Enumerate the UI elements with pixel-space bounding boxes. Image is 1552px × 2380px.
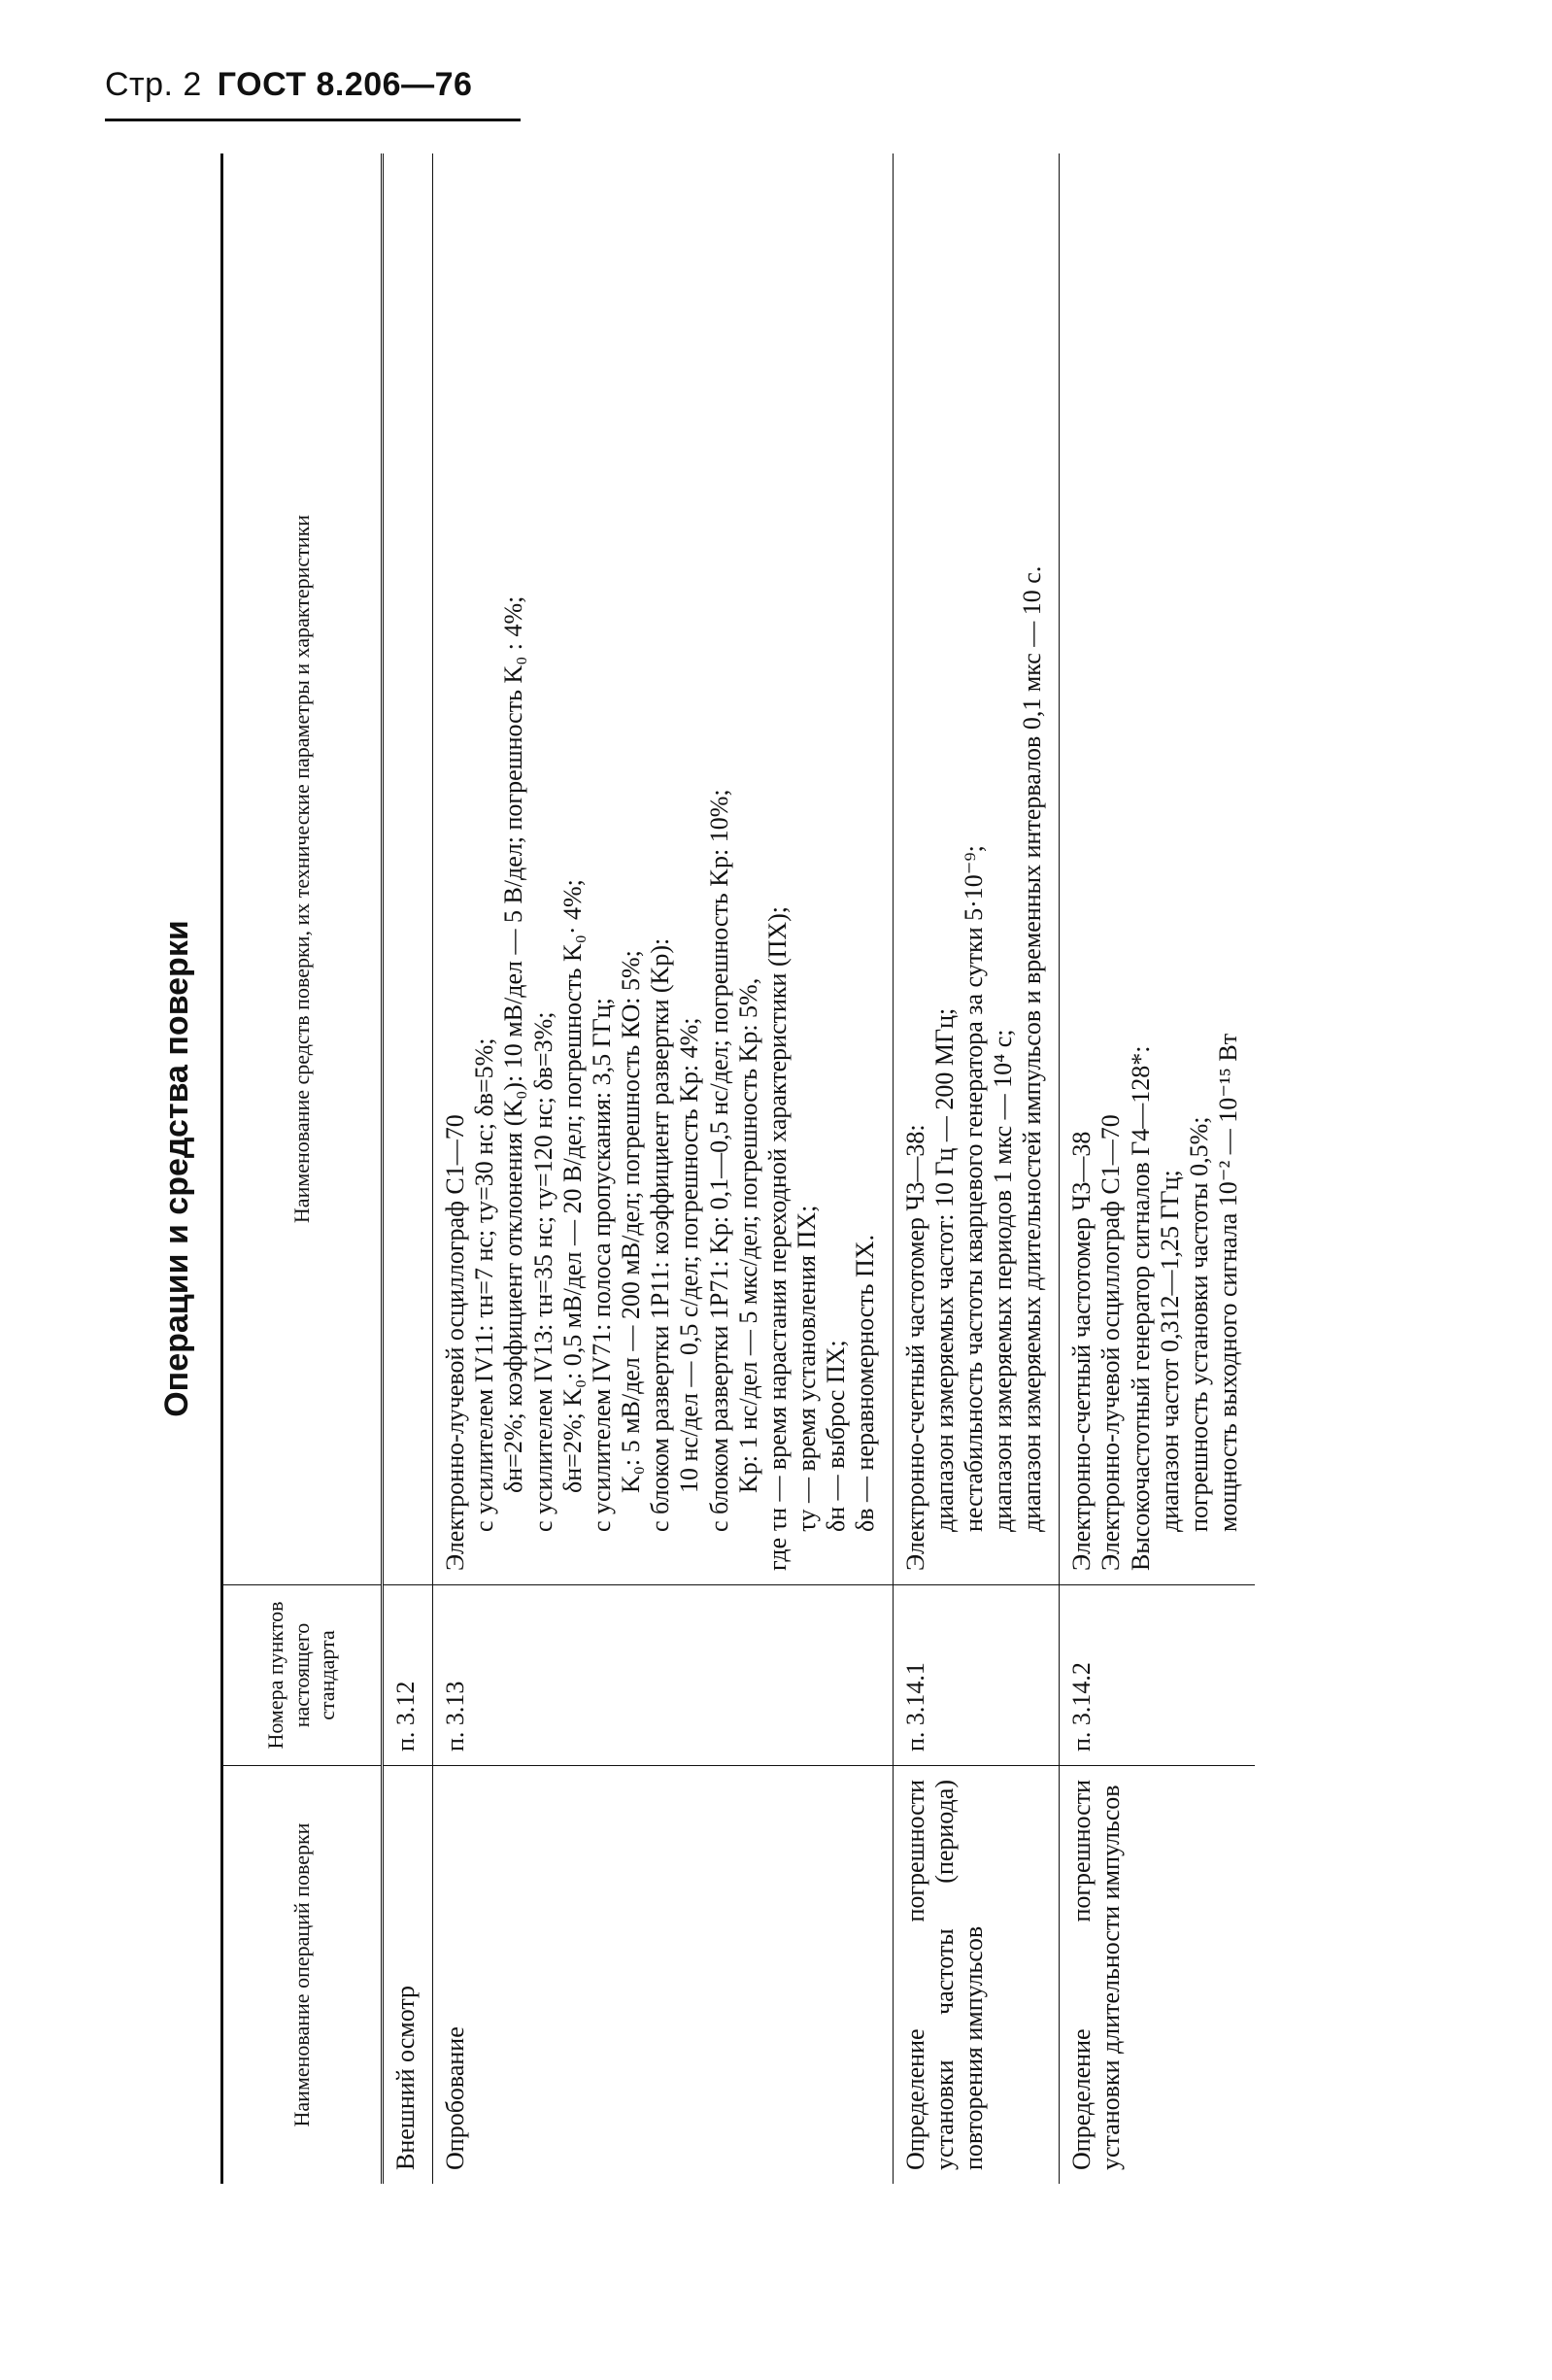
header-operation: Наименование операций поверки xyxy=(222,1766,383,2185)
means-line: δн=2%; K₀: 0,5 мВ/дел — 20 В/дел; погрешность K₀· 4%; xyxy=(557,879,587,1493)
header-means: Наименование средств поверки, их технические параметры и характеристики xyxy=(222,153,383,1585)
table-row xyxy=(383,153,433,2184)
means-line: Электронно-счетный частотомер Ч3—38: xyxy=(900,1124,929,1571)
means-line: K₀: 5 мВ/дел — 200 мВ/дел; погрешность КО: 5%; xyxy=(617,950,646,1493)
means-line: Электронно-лучевой осциллограф С1—70 xyxy=(441,1114,470,1571)
means-line: погрешность установки частоты 0,5%; xyxy=(1184,1116,1213,1532)
means-line: с блоком развертки 1Р71: Kр: 0,1—0,5 нс/дел; погрешность Kр: 10%; xyxy=(704,789,733,1532)
header-rule xyxy=(105,119,521,121)
header-points: Номера пунктов настоящего стандарта xyxy=(222,1585,383,1766)
means-line: диапазон измеряемых длительностей импульсов и временных интервалов 0,1 мкс — 10 с. xyxy=(1018,565,1047,1532)
rotated-table-area xyxy=(141,153,1243,2184)
operation-name: Внешний осмотр xyxy=(391,1985,420,2170)
table-row xyxy=(893,153,1060,2184)
table-row xyxy=(433,153,893,2184)
table-row xyxy=(1060,153,1255,2184)
means-cell xyxy=(1060,153,1255,1585)
point-number: п. 3.12 xyxy=(383,1585,433,1766)
table-header-row xyxy=(222,153,383,2184)
means-cell xyxy=(433,153,893,1585)
operation-name: Определение погрешности установки частоты (периода) повторения импульсов xyxy=(900,1780,988,2170)
verification-table xyxy=(220,153,1255,2184)
means-line: нестабильность частоты кварцевого генератора за сутки 5·10⁻⁹; xyxy=(959,845,988,1532)
table-title: Операции и средства поверки xyxy=(157,920,195,1417)
means-line: с усилителем IV11: τн=7 нс; τу=30 нс; δв=5%; xyxy=(470,1037,499,1532)
means-line: δн=2%; коэффициент отклонения (K₀): 10 мВ/дел — 5 В/дел; погрешность K₀ : 4%; xyxy=(499,595,528,1493)
means-line: диапазон измеряемых периодов 1 мкс — 10⁴ с; xyxy=(988,1029,1017,1532)
operation-name: Опробование xyxy=(441,2026,470,2170)
means-line: Высокочастотный генератор сигналов Г4—128*: xyxy=(1126,1045,1155,1571)
point-number: п. 3.14.2 xyxy=(1060,1585,1255,1766)
means-cell xyxy=(383,153,433,1585)
means-line: 10 нс/дел — 0,5 с/дел; погрешность Kр: 4%; xyxy=(675,1017,704,1493)
means-line: Электронно-лучевой осциллограф С1—70 xyxy=(1097,1114,1126,1571)
means-line: δв — неравномерность ПХ. xyxy=(851,1234,880,1532)
means-line: мощность выходного сигнала 10⁻² — 10⁻¹⁵ Вт xyxy=(1214,1033,1243,1532)
means-line: τу — время установления ПХ; xyxy=(793,1205,822,1532)
means-line: с блоком развертки 1Р11: коэффициент развертки (Kр): xyxy=(646,937,675,1532)
standard-number: ГОСТ 8.206—76 xyxy=(217,66,473,103)
point-number: п. 3.13 xyxy=(433,1585,893,1766)
point-number: п. 3.14.1 xyxy=(893,1585,1060,1766)
means-line: диапазон измеряемых частот: 10 Гц — 200 МГц; xyxy=(929,1007,959,1532)
operation-name: Определение погрешности установки длительности импульсов xyxy=(1067,1780,1126,2170)
means-line: δн — выброс ПХ; xyxy=(822,1340,851,1532)
means-line: Электронно-счетный частотомер Ч3—38 xyxy=(1067,1131,1097,1571)
means-cell xyxy=(893,153,1060,1585)
means-line: с усилителем IV71: полоса пропускания: 3,5 ГГц; xyxy=(587,998,616,1532)
page-number: Стр. 2 xyxy=(105,66,202,103)
means-line: Kр: 1 нс/дел — 5 мкс/дел; погрешность Kр: 5%, xyxy=(733,977,762,1493)
page-header xyxy=(105,66,472,104)
means-line: диапазон частот 0,312—1,25 ГГц; xyxy=(1155,1170,1184,1532)
means-line: с усилителем IV13: τн=35 нс; τу=120 нс; δв=3%; xyxy=(528,1011,557,1532)
means-line: где τн — время нарастания переходной характеристики (ПХ); xyxy=(762,905,792,1571)
